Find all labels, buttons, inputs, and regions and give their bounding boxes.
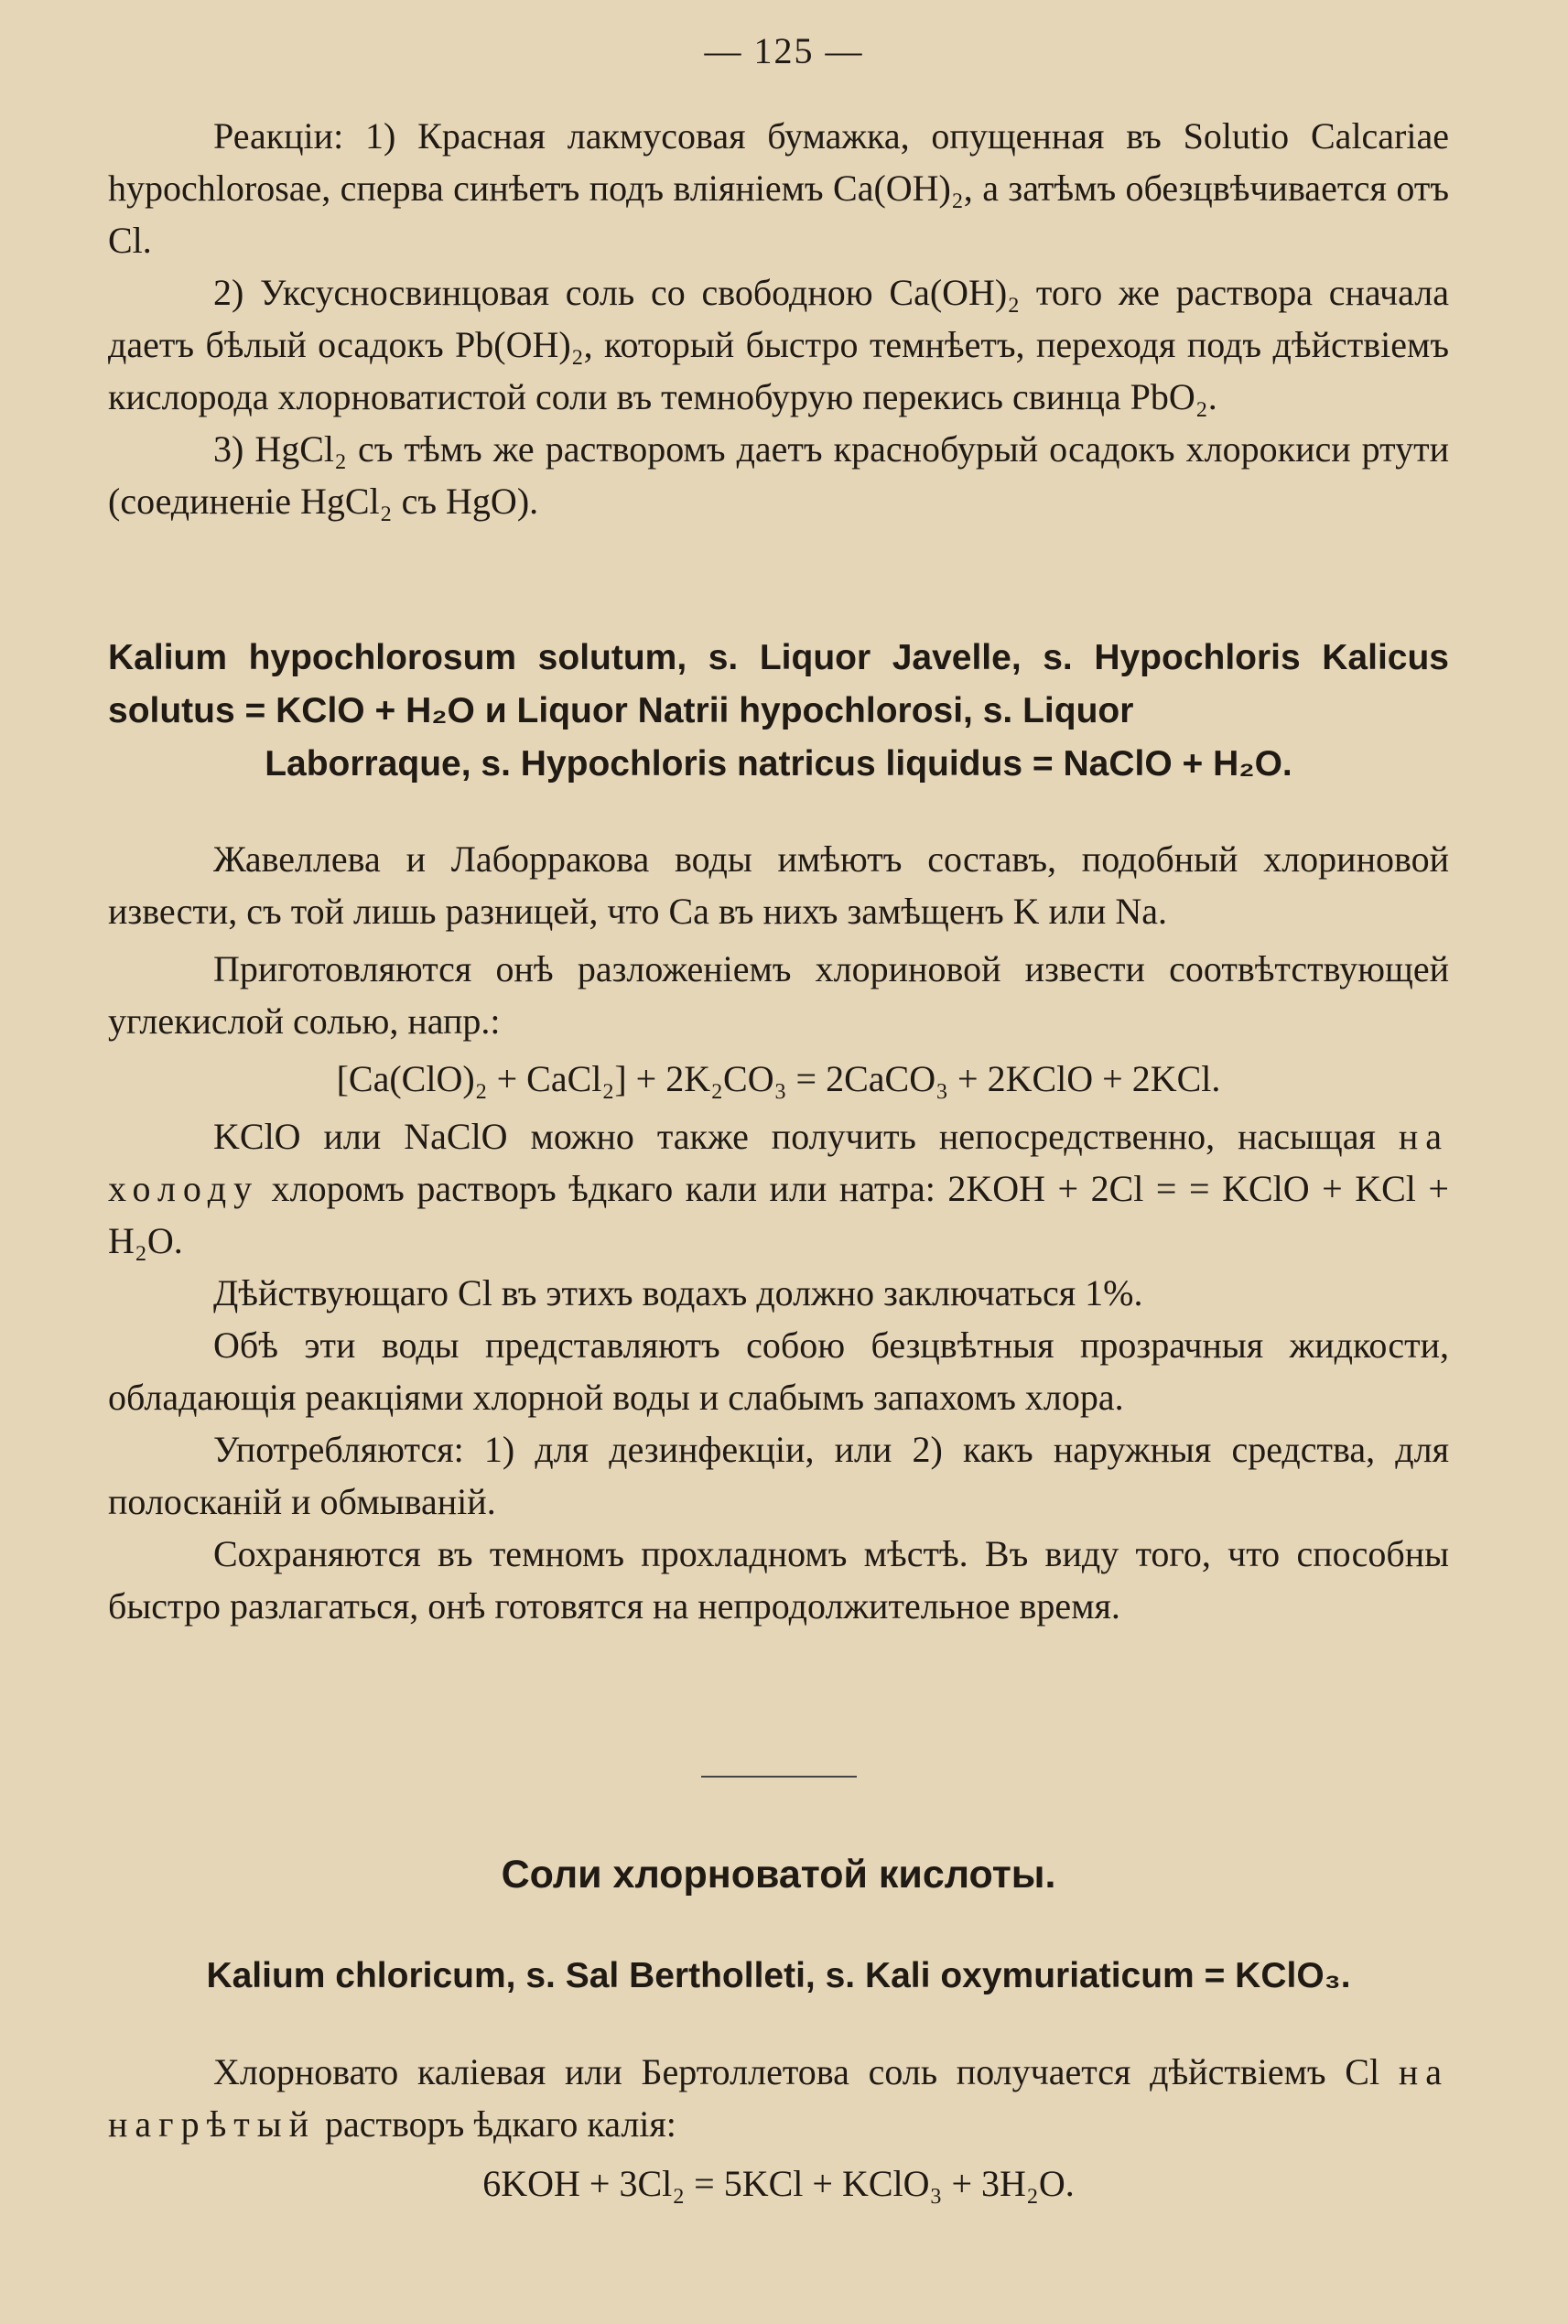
formula-1: [Ca(ClO)₂ + CaCl₂] + 2K₂CO₃ = 2CaCO₃ + 2KClO + 2KCl. — [336, 1058, 1221, 1099]
paragraph-6: Употребляются: 1) для дезинфекціи, или 2) какъ наружныя средства, для полосканій и обмываній. — [108, 1429, 1449, 1522]
body-2-block — [108, 2046, 1449, 2210]
paragraph-1: Жавеллева и Лаборракова воды имѣютъ составъ, подобный хлориновой извести, съ той лишь разницей, что Ca въ нихъ замѣщенъ K или Na. — [108, 838, 1449, 932]
paragraph-2: Приготовляются онѣ разложеніемъ хлориновой извести соотвѣтствующей углекислой солью, напр.: — [108, 948, 1449, 1042]
body-block — [108, 833, 1449, 1632]
paragraph-8-part-a: Хлорновато калiевая или Бертоллетова соль получается дѣйствіемъ Cl — [213, 2051, 1399, 2092]
reaction-1: Реакціи: 1) Красная лакмусовая бумажка, опущенная въ Solutio Calcariae hypochlorosae, сперва синѣетъ подъ вліяніемъ Ca(OH)₂, а затѣмъ обезцвѣчивается отъ Cl. — [108, 115, 1449, 261]
formula-2: 6KOH + 3Cl₂ = 5KCl + KClO₃ + 3H₂O. — [482, 2163, 1075, 2204]
section-title: Соли хлорноватой кислоты. — [501, 1853, 1056, 1897]
paragraph-3-part-a: KClO или NaClO можно также получить непосредственно, насыщая — [213, 1116, 1399, 1157]
heading-1-centered: Laborraque, s. Hypochloris natricus liquidus = NaClO + H₂O. — [265, 744, 1292, 784]
reactions-block — [108, 110, 1449, 527]
paragraph-3-spaced: на холоду — [108, 1116, 1449, 1209]
heading-1-main: Kalium hypochlorosum solutum, s. Liquor Javelle, s. Hypochloris Kalicus solutus = KClO + H₂O и Liquor Natrii hypochlorosi, s. Liquor — [108, 638, 1449, 730]
paragraph-8-part-b: растворъ ѣдкаго калія: — [316, 2103, 676, 2145]
section-divider — [701, 1776, 857, 1778]
paragraph-3-part-b: хлоромъ растворъ ѣдкаго кали или натра: 2KOH + 2Cl = = KClO + KCl + H₂O. — [108, 1168, 1449, 1261]
reaction-3: 3) HgCl₂ съ тѣмъ же растворомъ даетъ краснобурый осадокъ хлорокиси ртути (соединеніе HgCl₂ съ HgO). — [108, 428, 1449, 522]
paragraph-7: Сохраняются въ темномъ прохладномъ мѣстѣ. Въ виду того, что способны быстро разлагаться, онѣ готовятся на непродолжительное время. — [108, 1533, 1449, 1627]
section-title-block — [108, 1849, 1449, 1901]
paragraph-3 — [108, 1110, 1449, 1267]
heading-kalium-hypochlorosum — [108, 632, 1449, 791]
heading-2: Kalium chloricum, s. Sal Bertholleti, s. Kali oxymuriaticum = KClO₃. — [206, 1956, 1351, 1995]
paragraph-8-spaced: на нагрѣтый — [108, 2051, 1449, 2145]
section-divider-block — [108, 1776, 1449, 1778]
paragraph-5: Обѣ эти воды представляютъ собою безцвѣтныя прозрачныя жидкости, обладающія реакціями хлорной воды и слабымъ запахомъ хлора. — [108, 1324, 1449, 1418]
page-number: — 125 — — [704, 30, 864, 71]
paragraph-4: Дѣйствующаго Cl въ этихъ водахъ должно заключаться 1%. — [213, 1272, 1143, 1313]
reaction-2: 2) Уксусносвинцовая соль со свободною Ca(OH)₂ того же раствора сначала даетъ бѣлый осадокъ Pb(OH)₂, который быстро темнѣетъ, переходя подъ дѣйствіемъ кислорода хлорноватистой соли въ темнобурую перекись свинца PbO₂. — [108, 272, 1449, 417]
paragraph-8 — [108, 2046, 1449, 2150]
heading-kalium-chloricum-block — [108, 1950, 1449, 2003]
